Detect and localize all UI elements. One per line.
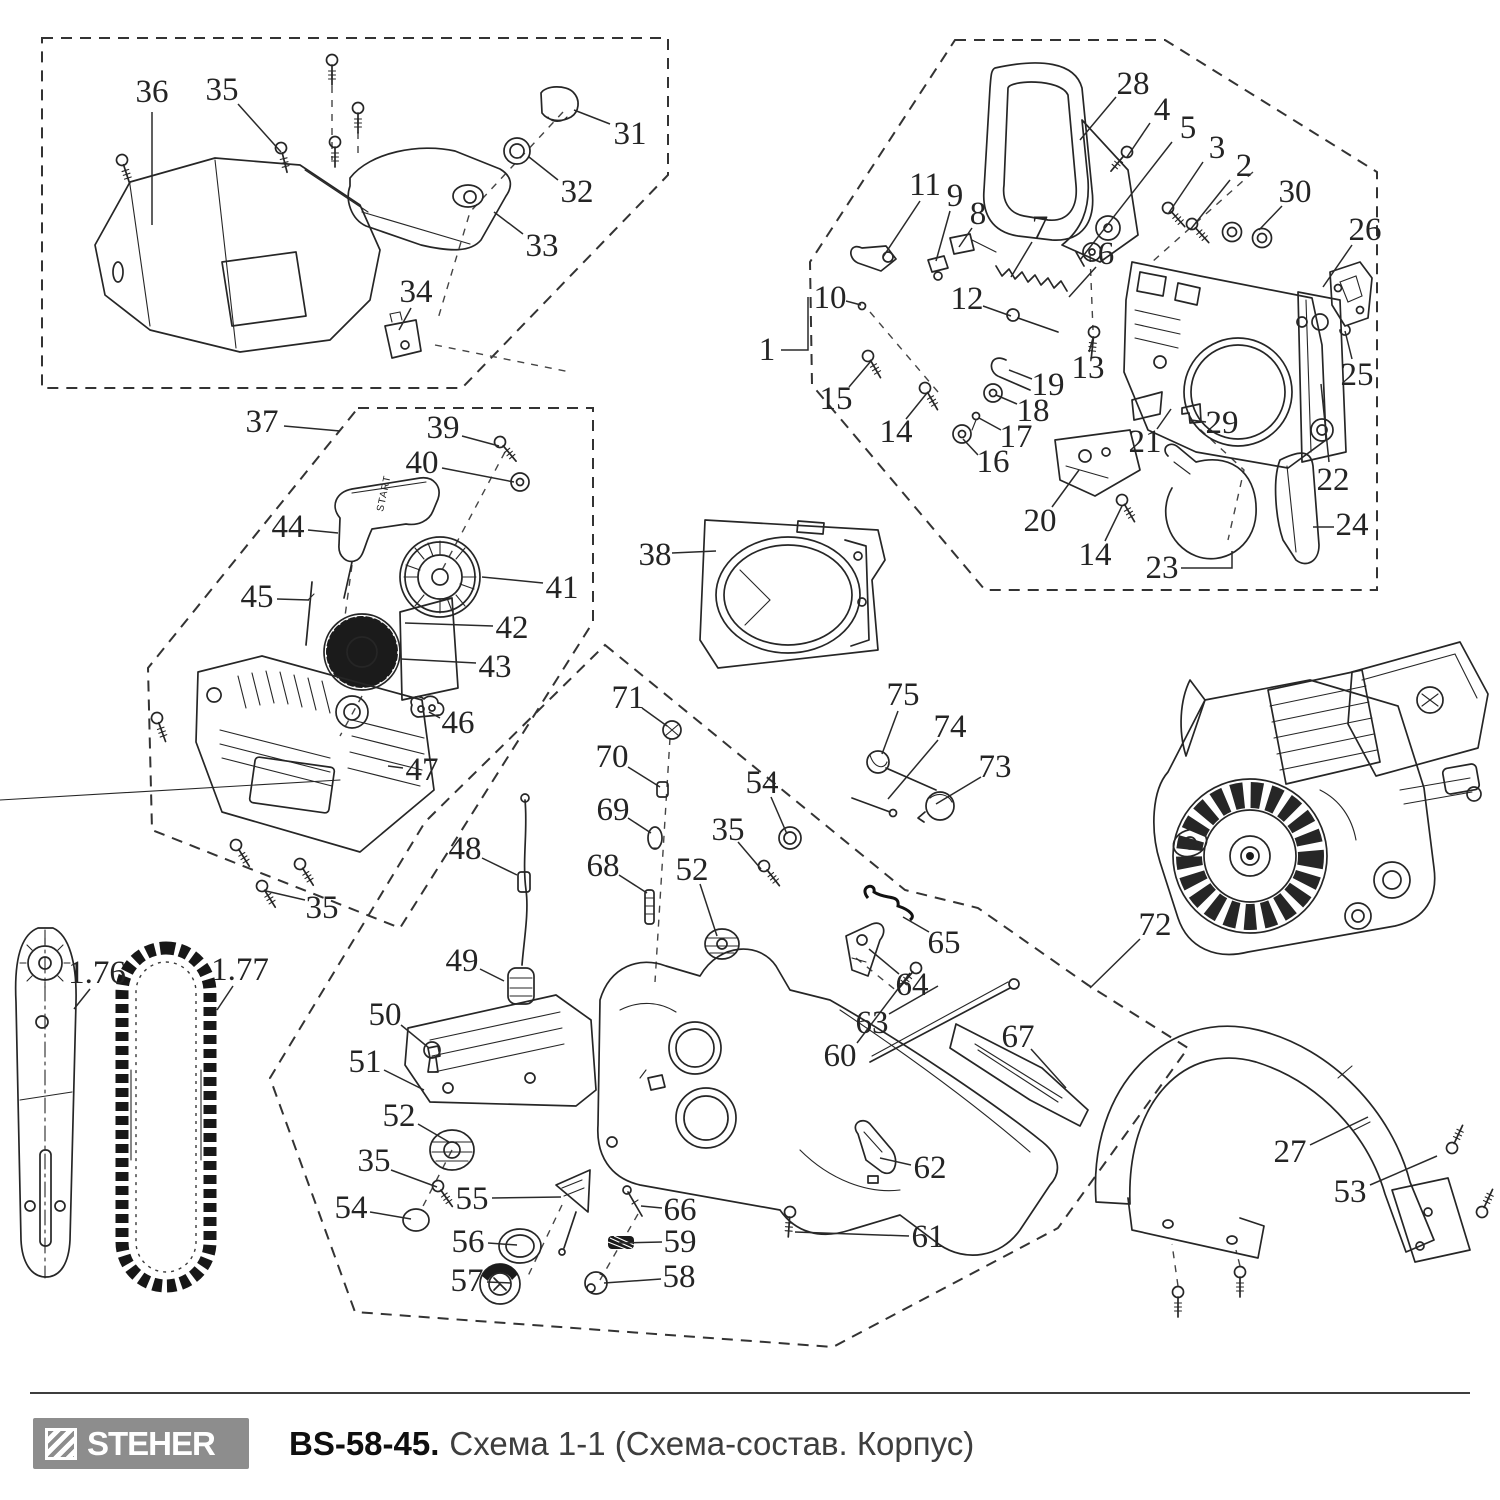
- callout-leader-35: [266, 891, 305, 900]
- callout-leader-37: [284, 426, 340, 431]
- part-chain-catcher: [556, 1170, 590, 1255]
- part-inner-side-plate: [700, 520, 885, 668]
- callout-35: 35: [305, 890, 339, 926]
- callout-leader-68: [619, 875, 647, 893]
- callout-46: 46: [441, 705, 475, 741]
- callout-75: 75: [886, 677, 920, 713]
- callout-14: 14: [879, 414, 913, 450]
- callout-67: 67: [1001, 1019, 1035, 1055]
- callout-74: 74: [933, 709, 967, 745]
- callout-leader-14: [1105, 506, 1122, 541]
- callout-43: 43: [478, 649, 512, 685]
- part-pin-66: [623, 1186, 642, 1216]
- callout-leader-35: [391, 1170, 437, 1187]
- callout-64: 64: [895, 967, 929, 1003]
- callout-leader-52: [700, 884, 717, 936]
- callout-9: 9: [946, 178, 964, 214]
- part-saw-chain: [122, 948, 210, 1286]
- callout-leader-1.77: [217, 986, 233, 1010]
- steher-logo: [33, 1418, 249, 1469]
- part-switch-bracket: [385, 312, 421, 358]
- callout-17: 17: [999, 419, 1033, 455]
- callout-leader-61: [795, 1232, 909, 1236]
- callout-leader-70: [628, 767, 660, 787]
- part-handlebar: [1095, 1026, 1497, 1317]
- part-front-hand-guard: [984, 63, 1138, 262]
- callout-8: 8: [969, 196, 987, 232]
- callout-3: 3: [1208, 130, 1226, 166]
- callout-leader-38: [672, 551, 716, 553]
- callout-60: 60: [823, 1038, 857, 1074]
- callout-leader-44: [308, 530, 338, 533]
- callout-10: 10: [813, 280, 847, 316]
- callout-57: 57: [450, 1263, 484, 1299]
- callout-leader-73: [936, 777, 981, 804]
- callout-leader-51: [384, 1070, 424, 1090]
- callout-28: 28: [1116, 66, 1150, 102]
- callout-54: 54: [745, 765, 779, 801]
- callout-leader-33: [494, 212, 523, 234]
- part-throttle-trigger: [846, 923, 884, 976]
- callout-leader-65: [903, 917, 929, 932]
- part-handle-arm: [405, 995, 596, 1106]
- callout-65: 65: [927, 925, 961, 961]
- callout-leader-74: [888, 740, 938, 799]
- part-recoil-spring: [324, 598, 458, 700]
- callout-leader-49: [480, 969, 504, 981]
- callout-leader-32: [529, 157, 558, 180]
- callout-leader-47: [388, 766, 403, 768]
- callout-38: 38: [638, 537, 672, 573]
- callout-leader-4: [1127, 123, 1150, 157]
- callout-25: 25: [1340, 357, 1374, 393]
- callout-44: 44: [271, 509, 305, 545]
- callout-leader-59: [619, 1242, 662, 1243]
- callout-61: 61: [911, 1219, 945, 1255]
- footer-caption: [289, 1425, 974, 1463]
- callout-leader-20: [1052, 470, 1079, 507]
- footer-divider: [30, 1392, 1470, 1394]
- callout-16: 16: [976, 444, 1010, 480]
- callout-40: 40: [405, 445, 439, 481]
- part-oil-line-fittings: [645, 721, 681, 924]
- callout-leader-22: [1321, 384, 1329, 462]
- callout-leader-48: [482, 858, 517, 875]
- callout-4: 4: [1153, 92, 1171, 128]
- callout-69: 69: [596, 792, 630, 828]
- callout-47: 47: [405, 752, 439, 788]
- callout-leader-57: [487, 1282, 511, 1283]
- callout-22: 22: [1316, 462, 1350, 498]
- part-throttle-wire: [865, 886, 912, 920]
- callout-55: 55: [455, 1181, 489, 1217]
- callout-leader-12: [983, 306, 1011, 316]
- callout-36: 36: [135, 74, 169, 110]
- callout-leader-23: [1181, 551, 1232, 568]
- callout-23: 23: [1145, 550, 1179, 586]
- part-brake-lever: [851, 234, 996, 280]
- callout-52: 52: [675, 852, 709, 888]
- callout-63: 63: [855, 1005, 889, 1041]
- callout-33: 33: [525, 228, 559, 264]
- callout-layer: [68, 66, 1437, 1299]
- callout-14: 14: [1078, 537, 1112, 573]
- callout-49: 49: [445, 943, 479, 979]
- start-label: START: [375, 474, 394, 513]
- callout-leader-3: [1168, 162, 1203, 214]
- callout-45: 45: [240, 579, 274, 615]
- callout-18: 18: [1016, 393, 1050, 429]
- part-oil-cap-57: [480, 1264, 520, 1304]
- callout-leader-56: [488, 1243, 517, 1245]
- callout-leader-42: [405, 623, 493, 626]
- footer-subtitle: Схема 1-1 (Схема-состав. Корпус): [449, 1424, 975, 1462]
- callout-30: 30: [1278, 174, 1312, 210]
- part-fuel-pickup-line: [508, 794, 534, 1004]
- part-cylinder-cover: [95, 158, 380, 352]
- callout-70: 70: [595, 739, 629, 775]
- part-oil-rods: [852, 751, 954, 822]
- part-screw-61: [783, 1206, 796, 1237]
- callout-leader-71: [642, 708, 667, 726]
- footer-brand-row: [33, 1418, 1500, 1469]
- callout-leader-40: [442, 468, 514, 482]
- callout-35: 35: [205, 72, 239, 108]
- callout-32: 32: [560, 174, 594, 210]
- part-grommet-54: [756, 827, 801, 889]
- callout-53: 53: [1333, 1174, 1367, 1210]
- part-bushing-58: [585, 1272, 607, 1294]
- callout-71: 71: [611, 680, 645, 716]
- callout-34: 34: [399, 274, 433, 310]
- callout-19: 19: [1031, 367, 1065, 403]
- callout-12: 12: [950, 281, 984, 317]
- callout-27: 27: [1273, 1134, 1307, 1170]
- callout-58: 58: [662, 1259, 696, 1295]
- callout-2: 2: [1235, 148, 1253, 184]
- callout-13: 13: [1071, 350, 1105, 386]
- callout-29: 29: [1205, 405, 1239, 441]
- callout-leader-5: [1080, 142, 1172, 260]
- footer-model: BS-58-45.: [289, 1424, 440, 1462]
- part-knob-washer: [504, 138, 530, 164]
- callout-1.77: 1.77: [211, 952, 269, 988]
- callout-72: 72: [1138, 907, 1172, 943]
- callout-1: 1: [758, 332, 776, 368]
- callout-7: 7: [1031, 210, 1049, 246]
- callout-leader-58: [604, 1279, 661, 1283]
- callout-59: 59: [663, 1224, 697, 1260]
- callout-56: 56: [451, 1224, 485, 1260]
- callout-leader-25: [1345, 331, 1352, 359]
- part-engine-assembly: [1154, 642, 1488, 954]
- callout-31: 31: [613, 116, 647, 152]
- part-brake-band: [1165, 444, 1256, 558]
- callout-6: 6: [1097, 236, 1115, 272]
- region-brake-side-boundary: [810, 40, 1377, 590]
- part-clip-62: [855, 1121, 895, 1183]
- part-cover-strip: [1276, 453, 1319, 563]
- callout-21: 21: [1128, 424, 1162, 460]
- callout-73: 73: [978, 749, 1012, 785]
- part-rope-pulley: [400, 537, 480, 617]
- callout-62: 62: [913, 1150, 947, 1186]
- callout-leader-10: [846, 301, 861, 305]
- callout-48: 48: [448, 831, 482, 867]
- callout-11: 11: [909, 167, 941, 203]
- callout-leader-50: [401, 1025, 429, 1048]
- callout-leader-72: [1090, 939, 1140, 988]
- callout-35: 35: [357, 1143, 391, 1179]
- callout-leader-35: [238, 104, 281, 152]
- callout-leader-54: [771, 797, 787, 834]
- callout-50: 50: [368, 997, 402, 1033]
- part-brake-spring: [996, 266, 1090, 308]
- callout-15: 15: [819, 381, 853, 417]
- callout-leader-75: [882, 711, 898, 754]
- callout-leader-6: [1069, 267, 1096, 297]
- steher-logo-text: STEHER: [87, 1424, 215, 1462]
- callout-37: 37: [245, 404, 279, 440]
- callout-leader-45: [277, 599, 309, 600]
- part-starter-rope-rod: [306, 582, 314, 645]
- callout-51: 51: [348, 1044, 382, 1080]
- part-starter-cover: [0, 656, 434, 852]
- callout-leader-19: [1009, 370, 1032, 379]
- callout-leader-31: [574, 110, 610, 124]
- part-pawl-clip: [411, 696, 444, 717]
- part-guide-bar: [16, 928, 76, 1278]
- callout-68: 68: [586, 848, 620, 884]
- callout-leader-69: [628, 818, 651, 833]
- callout-leader-41: [482, 577, 543, 583]
- callout-5: 5: [1179, 110, 1197, 146]
- callout-54: 54: [334, 1190, 368, 1226]
- callout-leader-1: [781, 297, 808, 350]
- callout-leader-39: [462, 436, 499, 446]
- callout-leader-43: [401, 659, 476, 663]
- callout-leader-66: [641, 1206, 662, 1208]
- callout-leader-2: [1190, 180, 1230, 230]
- part-seal-ring-56: [499, 1229, 541, 1263]
- callout-leader-34: [399, 308, 411, 330]
- callout-41: 41: [545, 570, 579, 606]
- callout-52: 52: [382, 1098, 416, 1134]
- callout-leader-9: [936, 211, 950, 261]
- callout-20: 20: [1023, 503, 1057, 539]
- callout-leader-55: [492, 1197, 561, 1198]
- callout-66: 66: [663, 1192, 697, 1228]
- callout-24: 24: [1335, 507, 1369, 543]
- callout-26: 26: [1348, 212, 1382, 248]
- callout-39: 39: [426, 410, 460, 446]
- callout-35: 35: [711, 812, 745, 848]
- callout-1.76: 1.76: [68, 955, 126, 991]
- steher-logo-icon: [45, 1428, 77, 1460]
- callout-leader-17: [979, 418, 1001, 430]
- callout-42: 42: [495, 610, 529, 646]
- footer: [0, 1392, 1500, 1469]
- callout-leader-11: [883, 201, 920, 257]
- part-throttle-rod-63: [870, 979, 1019, 1062]
